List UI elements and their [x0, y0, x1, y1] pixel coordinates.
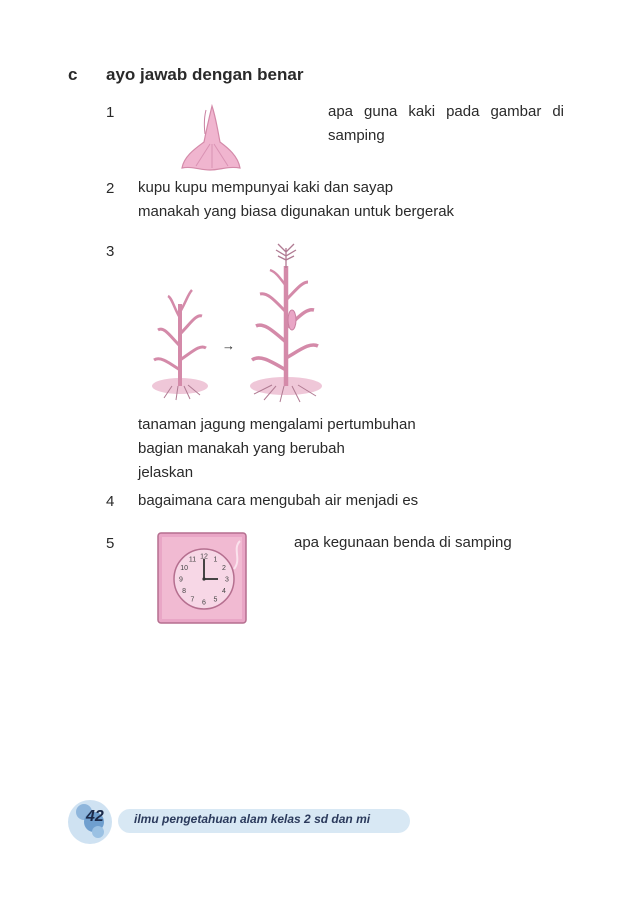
clock-numeral: 12	[200, 553, 208, 561]
question-1-number: 1	[106, 104, 115, 121]
question-2-number: 2	[106, 180, 115, 197]
question-2-line-2: manakah yang biasa digunakan untuk bergerak	[138, 203, 455, 220]
clock-numeral: 10	[180, 565, 188, 572]
question-3-number: 3	[106, 243, 115, 260]
large-corn-plant-image	[246, 242, 324, 402]
duck-foot-image	[176, 104, 246, 174]
question-4-number: 4	[106, 493, 115, 510]
question-3-line-2: bagian manakah yang berubah	[138, 440, 345, 457]
small-corn-plant-image	[150, 282, 210, 400]
clock-numeral: 8	[182, 588, 187, 595]
clock-numeral: 5	[213, 596, 218, 604]
wall-clock-image	[156, 529, 250, 627]
section-letter: c	[68, 65, 78, 84]
question-1-line-2: samping	[328, 127, 385, 144]
book-title: ilmu pengetahuan alam kelas 2 sd dan mi	[134, 812, 371, 826]
clock-numeral: 6	[202, 599, 206, 607]
question-1-text	[328, 100, 564, 148]
clock-numeral: 9	[179, 576, 183, 584]
question-5-number: 5	[106, 535, 115, 552]
question-3-text	[138, 413, 416, 485]
question-5-text: apa kegunaan benda di samping	[294, 534, 512, 551]
clock-numeral: 7	[190, 596, 195, 604]
question-4-text: bagaimana cara mengubah air menjadi es	[138, 492, 419, 509]
question-3-line-3: jelaskan	[138, 464, 194, 481]
clock-numeral: 4	[221, 588, 226, 595]
growth-arrow: →	[222, 338, 235, 353]
page-number: 42	[86, 808, 104, 825]
question-2-line-1: kupu kupu mempunyai kaki dan sayap	[138, 179, 394, 196]
clock-numeral: 2	[221, 565, 226, 572]
question-1-line-1: apa guna kaki pada gambar di	[328, 103, 564, 120]
section-heading	[68, 65, 303, 85]
clock-numeral: 11	[188, 556, 197, 564]
question-3-line-1: tanaman jagung mengalami pertumbuhan	[138, 416, 416, 433]
section-title: ayo jawab dengan benar	[106, 65, 304, 84]
clock-numeral: 1	[213, 556, 218, 564]
question-2-text	[138, 176, 454, 224]
clock-numeral: 3	[225, 576, 229, 584]
